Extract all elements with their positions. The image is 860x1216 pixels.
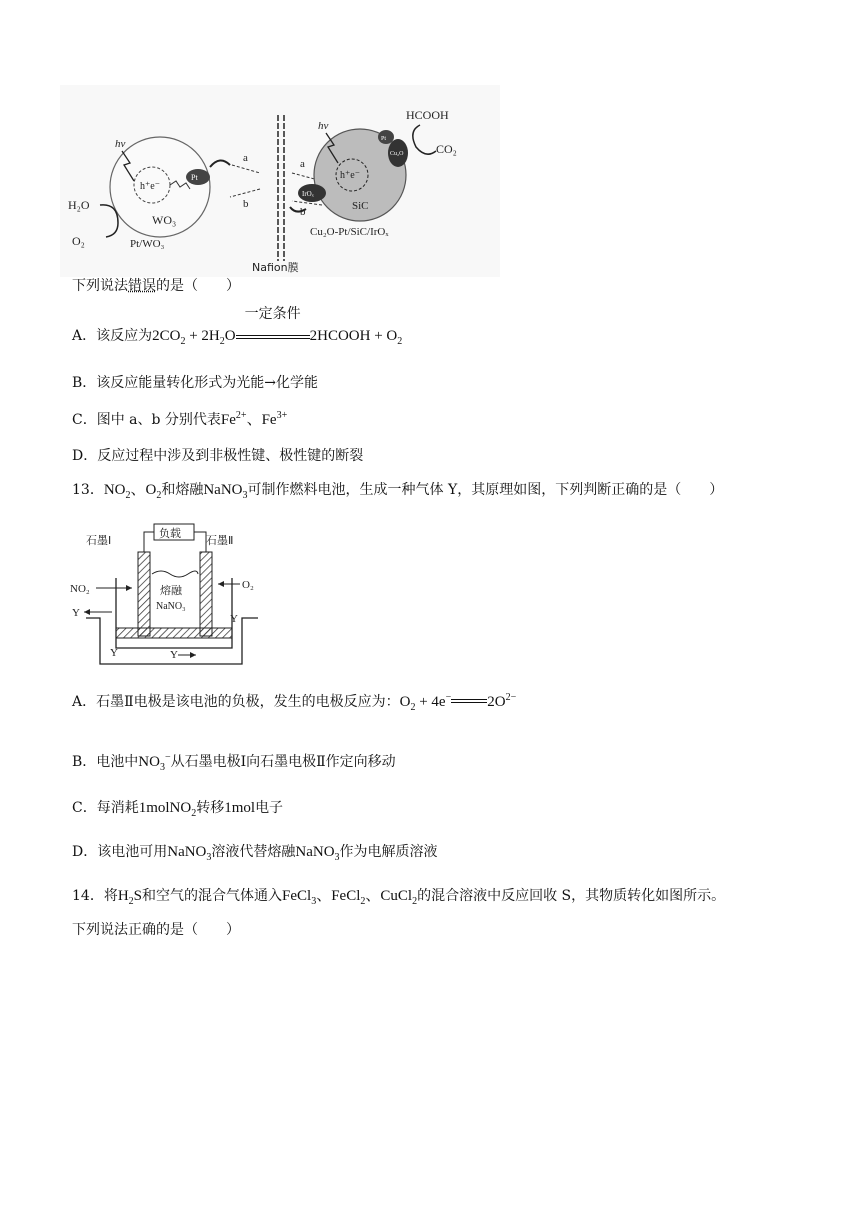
y-label-2: Y [230,613,238,625]
pt-right-label: Pt [381,136,387,142]
q12-a-reactants: $2CO_2 + 2H_2O$ [152,328,236,347]
catalyst-label: Cu₂O-Pt/SiC/IrOₓ [310,226,389,238]
q13-stem [72,480,723,500]
q13-d-solution: NaNO$_3$ [167,844,212,863]
q12-option-d: D．反应过程中涉及到非极性键、极性键的断裂 [72,448,364,464]
graphite1-electrode [138,552,150,636]
fuel-cell-diagram [66,518,266,668]
q14-stem-2: 下列说法正确的是（ ） [72,922,240,938]
a-left: a [243,152,248,164]
wo3-inner-label: WO₃ [152,213,177,227]
pt-cocatalyst-left [186,169,210,185]
pt-wo3-label: Pt/WO₃ [130,238,165,250]
fuel-cell-figure [66,518,266,668]
hcooh-label: HCOOH [406,108,449,122]
q13-option-b [72,752,396,772]
q13-a-equation: $O_2 + 4e^-$ [399,692,452,713]
y-label-4: Y [170,649,178,661]
q13-stem-b: 可制作燃料电池，生成一种气体 Y，其原理如图，下列判断正确的是（ ） [247,482,724,498]
q13-c-mid: 转移 [196,800,225,816]
q12-c-ions: $Fe^{2+}$、$Fe^{3+}$ [220,410,288,428]
irox-label: IrOₓ [302,190,314,198]
q13-reactants: $NO_2$、$O_2$ [103,482,162,501]
q12-option-c [72,410,287,430]
q12-a-condition: 一定条件 [244,306,301,322]
graphite2-electrode [200,552,212,636]
co2-label: CO₂ [436,142,457,156]
q13-option-c [72,798,283,818]
pt-left-label: Pt [191,173,198,182]
q13-c-label: C．每消耗 [72,800,139,816]
h-e-label-left: h⁺e⁻ [140,181,160,192]
q13-option-d [72,842,438,862]
nano3-label: NaNO₃ [156,601,186,612]
q13-number: 13． [72,482,104,498]
q13-stem-a: 和熔融 [161,482,204,498]
graphite2-label: 石墨Ⅱ [206,534,234,547]
q13-a-equals [451,697,487,707]
hv-label-left: hv [115,138,126,150]
q13-a-product: $2O^{2-}$ [487,692,517,710]
q12-stem [72,276,240,296]
q13-d-post: 作为电解质溶液 [339,844,438,860]
no2-inlet-label: NO₂ [70,583,90,595]
q13-d-label: D．该电池可用 [72,844,168,860]
q14-stem-b: 的混合溶液中反应回收 S，其物质转化如图所示。 [417,888,726,904]
q13-b-post: 从石墨电极Ⅰ向石墨电极Ⅱ作定向移动 [170,754,396,770]
q14-number: 14．将 [72,888,118,904]
a-right: a [300,158,305,170]
melt-label: 熔融 [160,584,182,597]
h-e-label-right: h⁺e⁻ [340,170,360,181]
q13-d-melt: NaNO$_3$ [295,844,340,863]
q13-c-post: 电子 [255,800,284,816]
q12-stem-post: 的是（ ） [156,278,240,294]
q13-d-mid: 溶液代替熔融 [211,844,296,860]
q13-nano3: NaNO$_3$ [203,482,248,501]
q12-a-label: A．该反应为 [72,328,153,344]
o2-label: O₂ [72,234,85,248]
q12-option-a [72,306,403,347]
y-label-3: Y [110,647,118,659]
o2-inlet-label: O₂ [242,579,254,591]
q13-c-amount: 1molNO$_2$ [138,800,197,819]
sic-label: SiC [352,200,369,212]
b-left: b [243,198,249,210]
cu2o-label: Cu₂O [390,151,404,157]
q13-b-label: B．电池中 [72,754,139,770]
q14-h2s: $H_2S$ [117,888,143,907]
nafion-label: Nafion膜 [252,261,299,274]
q12-a-equals [236,306,310,346]
y-label-1: Y [72,607,80,619]
photocatalysis-diagram [60,85,500,277]
q12-a-products: 2HCOOH + $O_2$ [309,328,403,347]
q13-c-mol: 1mol [224,800,256,816]
q14-stem-a: 和空气的混合气体通入 [142,888,283,904]
h2o-label: H₂O [68,198,90,212]
q13-option-a [72,692,516,712]
hv-label-right: hv [318,120,329,132]
q14-salts: FeCl$_3$、FeCl$_2$、CuCl$_2$ [282,888,418,907]
load-label: 负载 [159,527,181,540]
q12-stem-emph: 错误 [128,278,156,294]
q14-stem [72,886,725,906]
graphite1-label: 石墨Ⅰ [86,534,112,547]
q12-c-label: C．图中 a、b 分别代表 [72,412,221,428]
q13-b-ion: $NO_3^-$ [138,752,171,773]
b-right: b [300,206,306,218]
q12-stem-pre: 下列说法 [72,278,128,294]
q12-option-b: B．该反应能量转化形式为光能→化学能 [72,375,319,391]
photocatalysis-figure [60,85,500,277]
q13-a-label: A．石墨Ⅱ电极是该电池的负极，发生的电极反应为： [72,694,400,710]
